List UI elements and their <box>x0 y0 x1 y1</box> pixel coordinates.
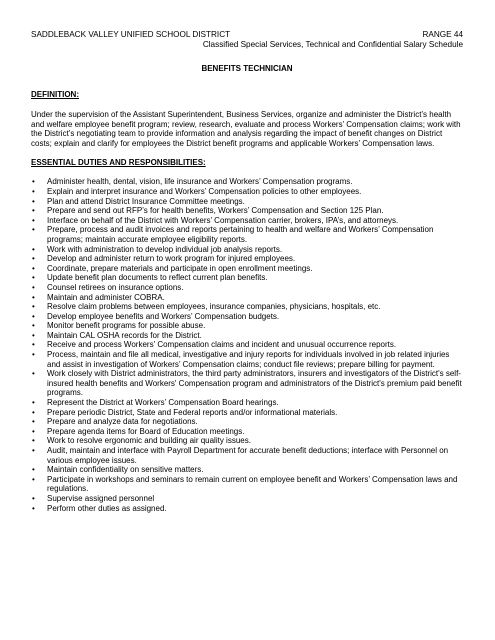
duty-text: Coordinate, prepare materials and participate in open enrollment meetings. <box>47 263 313 273</box>
district-name: SADDLEBACK VALLEY UNIFIED SCHOOL DISTRICT <box>31 30 231 39</box>
duty-item <box>31 302 463 312</box>
bullet-icon: • <box>32 369 35 379</box>
bullet-icon: • <box>32 436 35 446</box>
bullet-icon: • <box>32 206 35 216</box>
duty-item <box>31 216 463 226</box>
duty-text: Work with administration to develop individual job analysis reports. <box>47 244 283 254</box>
duty-item <box>31 340 463 350</box>
duty-text: Develop employee benefits and Workers’ Compensation budgets. <box>47 311 280 321</box>
duty-text: Monitor benefit programs for possible abuse. <box>47 321 206 331</box>
bullet-icon: • <box>32 311 35 321</box>
definition-heading: DEFINITION: <box>31 90 79 99</box>
duty-text: Develop and administer return to work program for injured employees. <box>47 254 296 264</box>
duty-item <box>31 254 463 264</box>
bullet-icon: • <box>32 474 35 484</box>
duty-item <box>31 225 463 244</box>
bullet-icon: • <box>32 350 35 360</box>
duty-item <box>31 417 463 427</box>
duty-text: Work closely with District administrators, the third party administrators, insurers and investigators of the District's self-insured health benefits and Workers' Compensation program and administrators of the District's premium paid benefit programs. <box>47 369 462 398</box>
bullet-icon: • <box>32 330 35 340</box>
duty-text: Receive and process Workers' Compensation claims and incident and unusual occurrence reports. <box>47 340 397 350</box>
duty-text: Update benefit plan documents to reflect current plan benefits. <box>47 273 268 283</box>
duty-item <box>31 446 463 465</box>
bullet-icon: • <box>32 177 35 187</box>
bullet-icon: • <box>32 321 35 331</box>
duty-text: Prepare and analyze data for negotiations. <box>47 417 198 427</box>
duty-text: Audit, maintain and interface with Payroll Department for accurate benefit deductions; interface with Personnel on various employee issues. <box>47 446 449 465</box>
duties-heading: ESSENTIAL DUTIES AND RESPONSIBILITIES: <box>31 158 206 168</box>
duty-item <box>31 369 463 398</box>
salary-range: RANGE 44 <box>422 30 463 39</box>
bullet-icon: • <box>32 398 35 408</box>
duty-item <box>31 187 463 197</box>
duty-text: Interface on behalf of the District with Workers’ Compensation carrier, brokers, IPA’s, and attorneys. <box>47 215 399 225</box>
duty-item <box>31 312 463 322</box>
duty-text: Explain and interpret insurance and Workers’ Compensation policies to other employees. <box>47 186 362 196</box>
duty-item <box>31 408 463 418</box>
duty-text: Maintain CAL OSHA records for the District. <box>47 330 202 340</box>
duty-item <box>31 398 463 408</box>
bullet-icon: • <box>32 446 35 455</box>
bullet-icon: • <box>32 426 35 436</box>
duty-text: Work to resolve ergonomic and building air quality issues. <box>47 436 251 446</box>
bullet-icon: • <box>32 465 35 475</box>
duty-text: Counsel retirees on insurance options. <box>47 282 184 292</box>
bullet-icon: • <box>32 263 35 273</box>
duty-item <box>31 264 463 274</box>
bullet-icon: • <box>32 417 35 427</box>
duty-text: Prepare periodic District, State and Federal reports and/or informational materials. <box>47 407 338 417</box>
bullet-icon: • <box>32 215 35 225</box>
duty-text: Resolve claim problems between employees, insurance companies, physicians, hospitals, etc. <box>47 302 381 312</box>
bullet-icon: • <box>32 225 35 235</box>
duty-item <box>31 273 463 283</box>
duty-item <box>31 494 463 504</box>
duty-text: Maintain confidentiality on sensitive matters. <box>47 465 204 475</box>
duty-text: Prepare and send out RFP’s for health benefits, Workers’ Compensation and Section 125 Plan. <box>47 206 384 216</box>
bullet-icon: • <box>32 196 35 206</box>
job-title: BENEFITS TECHNICIAN <box>201 64 293 73</box>
bullet-icon: • <box>32 254 35 264</box>
duty-item <box>31 427 463 437</box>
bullet-icon: • <box>32 503 35 513</box>
page-header <box>31 30 463 40</box>
bullet-icon: • <box>32 282 35 292</box>
duty-item <box>31 197 463 207</box>
bullet-icon: • <box>32 340 35 350</box>
duty-text: Supervise assigned personnel <box>47 493 155 503</box>
duty-item <box>31 504 463 514</box>
duty-item <box>31 177 463 187</box>
duty-text: Maintain and administer COBRA. <box>47 292 165 302</box>
duty-item <box>31 245 463 255</box>
bullet-icon: • <box>32 186 35 196</box>
duty-text: Plan and attend District Insurance Committee meetings. <box>47 196 245 206</box>
duty-item <box>31 465 463 475</box>
duty-item <box>31 331 463 341</box>
bullet-icon: • <box>32 292 35 302</box>
duty-text: Prepare agenda items for Board of Education meetings. <box>47 426 245 436</box>
duty-item <box>31 350 463 369</box>
duty-item <box>31 283 463 293</box>
duty-text: Prepare, process and audit invoices and reports pertaining to health and welfare and Workers’ Compensation programs; maintain accurate employee eligibility reports. <box>47 225 434 244</box>
duty-text: Perform other duties as assigned. <box>47 503 167 513</box>
salary-schedule: Classified Special Services, Technical and Confidential Salary Schedule <box>202 40 463 49</box>
duty-item <box>31 436 463 446</box>
bullet-icon: • <box>32 407 35 417</box>
duty-text: Administer health, dental, vision, life insurance and Workers’ Compensation programs. <box>47 177 353 187</box>
bullet-icon: • <box>32 273 35 283</box>
bullet-icon: • <box>32 244 35 254</box>
definition-text: Under the supervision of the Assistant Superintendent, Business Services, organize and administer the District’s health and welfare employee benefit program; review, research, evaluate and process Workers’ Compensation claims; work with the District’s negotiating team to provide information and analysis regarding the impact of benefit changes on District costs; explain and clarify for employees the District benefit programs and applicable Workers’ Compensation laws. <box>31 110 461 148</box>
duty-item <box>31 321 463 331</box>
duty-item <box>31 475 463 494</box>
duty-text: Participate in workshops and seminars to remain current on employee benefit and Workers’ Compensation laws and regulations. <box>47 474 458 494</box>
duties-list <box>31 177 463 513</box>
bullet-icon: • <box>32 302 35 312</box>
duty-text: Represent the District at Workers’ Compensation Board hearings. <box>47 398 279 408</box>
duty-item <box>31 206 463 216</box>
duty-item <box>31 293 463 303</box>
bullet-icon: • <box>32 493 35 503</box>
duty-text: Process, maintain and file all medical, investigative and injury reports for individuals involved in job related injuries and assist in investigation of Workers’ Compensation claims; conduct file reviews; prepare billing for payment. <box>47 350 450 369</box>
